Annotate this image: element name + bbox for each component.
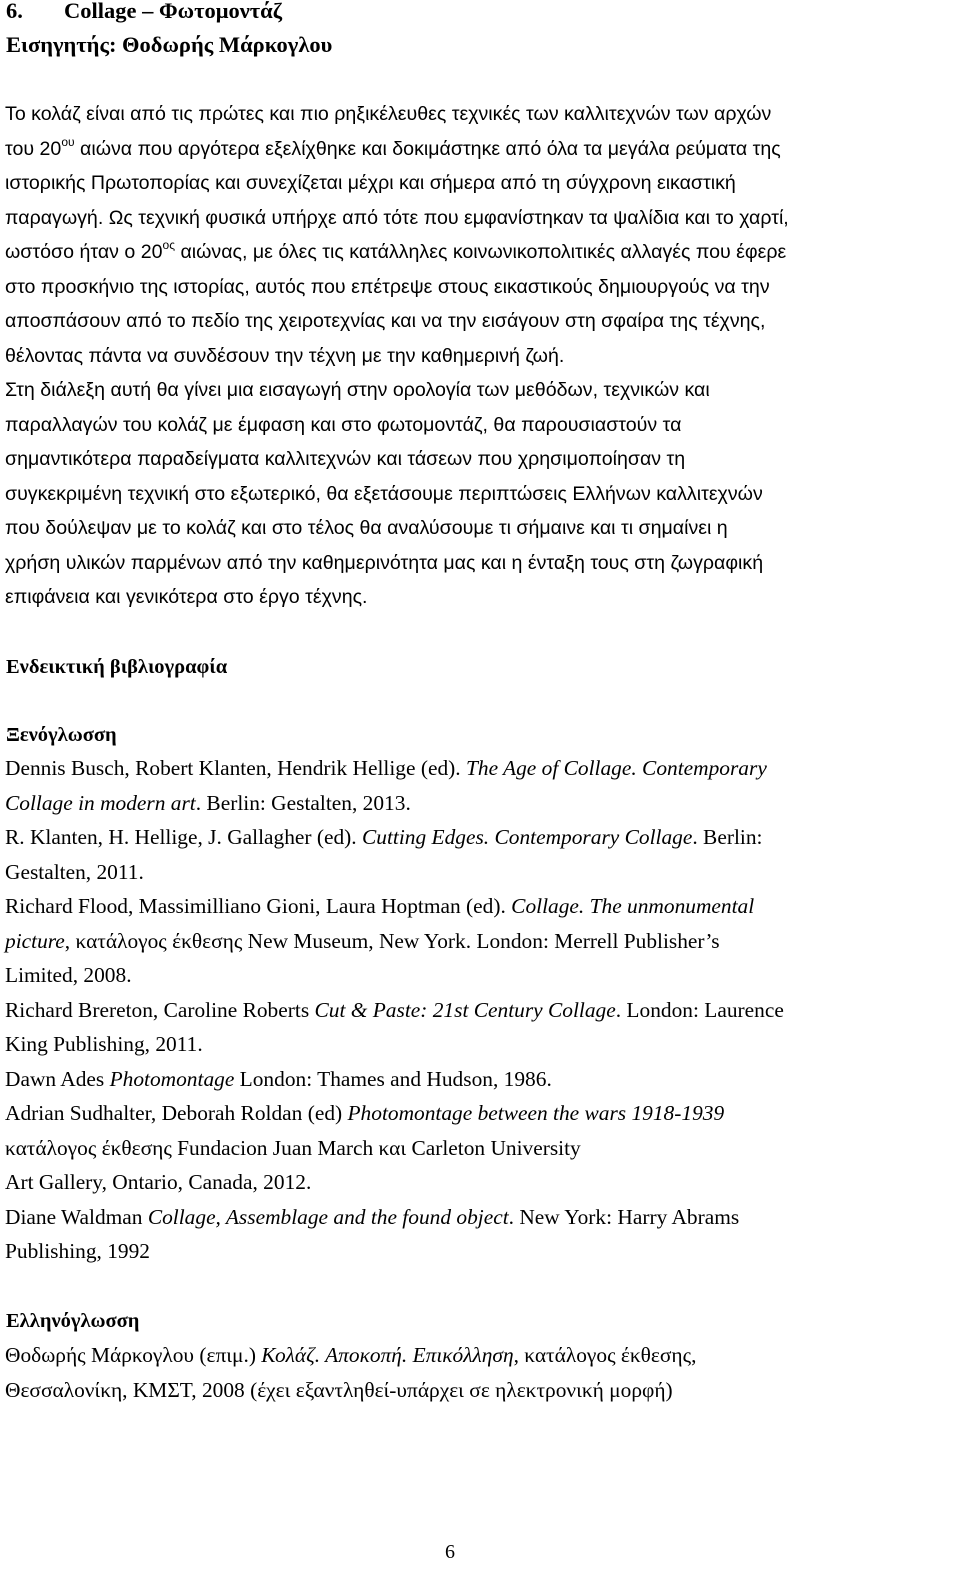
text-run: . Berlin: — [692, 825, 763, 849]
text-run: , κατάλογος έκθεσης New Museum, New York. London: Merrell Publisher’s — [64, 928, 720, 953]
book-title: Collage. The unmonumental — [511, 894, 755, 918]
lecturer-line: Εισηγητής: Θοδωρής Μάρκογλου — [6, 32, 333, 57]
text-line: συγκεκριμένη τεχνική στο εξωτερικό, θα εξετάσουμε περιπτώσεις Ελλήνων καλλιτεχνών — [5, 482, 763, 505]
text-line — [5, 235, 940, 270]
bibliography-heading: Ενδεικτική βιβλιογραφία — [6, 656, 228, 678]
text-line: παραλλαγών του κολάζ με έμφαση και στο φωτομοντάζ, θα παρουσιαστούν τα — [5, 413, 682, 436]
text-run: , κατάλογος έκθεσης, — [513, 1343, 697, 1367]
text-line: στο προσκήνιο της ιστορίας, αυτός που επέτρεψε στους εικαστικούς δημιουργούς να την — [5, 275, 770, 298]
section-title — [6, 0, 282, 26]
text-line: Στη διάλεξη αυτή θα γίνει μια εισαγωγή στην ορολογία των μεθόδων, τεχνικών και — [5, 379, 710, 401]
bib-line: Art Gallery, Ontario, Canada, 2012. — [5, 1170, 312, 1194]
text-line: χρήση υλικών παρμένων από την καθημερινότητα μας και η ένταξη τους στη ζωγραφική — [5, 551, 764, 574]
text-run: Dawn Ades — [5, 1066, 110, 1091]
bib-line: Gestalten, 2011. — [5, 859, 144, 884]
section-title-text: Collage – Φωτομοντάζ — [64, 0, 282, 23]
text-line — [5, 132, 940, 167]
book-title: Photomontage between the wars 1918-1939 — [347, 1101, 725, 1125]
bib-line: Publishing, 1992 — [5, 1239, 151, 1263]
text-run: Diane Waldman — [5, 1204, 148, 1229]
text-run: Dennis Busch, Robert Klanten, Hendrik Hellige (ed). — [5, 756, 466, 780]
text-line: θέλοντας πάντα να συνδέσουν την τέχνη με την καθημερινή ζωή. — [5, 344, 565, 367]
bib-line: Limited, 2008. — [5, 963, 132, 987]
intro-paragraph — [5, 97, 940, 373]
book-title: picture — [5, 928, 65, 953]
text-line: επιφάνεια και γενικότερα στο έργο τέχνης. — [5, 586, 368, 608]
text-run: R. Klanten, H. Hellige, J. Gallagher (ed). — [5, 825, 362, 849]
bib-line — [5, 889, 945, 924]
book-title: Collage in modern art — [5, 790, 196, 815]
text-run: . London: Laurence — [615, 997, 784, 1022]
bib-line — [5, 820, 945, 855]
book-title: Cutting Edges. Contemporary Collage — [362, 825, 693, 849]
text-run: του 20 — [5, 137, 62, 160]
bib-line — [5, 1096, 945, 1131]
greek-bibliography-heading: Ελληνόγλωσση — [6, 1310, 140, 1332]
bib-line: King Publishing, 2011. — [5, 1032, 203, 1056]
text-run: Richard Flood, Massimilliano Gioni, Laura Hoptman (ed). — [5, 894, 512, 918]
text-line: Το κολάζ είναι από τις πρώτες και πιο ρηξικέλευθες τεχνικές των καλλιτεχνών των αρχών — [5, 103, 772, 125]
bib-line — [5, 993, 945, 1028]
text-line: που δούλεψαν με το κολάζ και στο τέλος θα αναλύσουμε τι σήμαινε και τι σημαίνει η — [5, 517, 728, 539]
text-line: ιστορικής Πρωτοπορίας και συνεχίζεται μέχρι και σήμερα από τη σύγχρονη εικαστική — [5, 172, 736, 194]
text-run: . New York: Harry Abrams — [508, 1204, 740, 1229]
book-title: Photomontage — [109, 1066, 235, 1091]
book-title: Collage, Assemblage and the found object — [147, 1204, 509, 1229]
text-line: αποσπάσουν από το πεδίο της χειροτεχνίας και να την εισάγουν στη σφαίρα της τέχνης, — [5, 310, 766, 332]
bib-line: Θεσσαλονίκη, ΚΜΣΤ, 2008 (έχει εξαντληθεί-υπάρχει σε ηλεκτρονική μορφή) — [5, 1377, 673, 1402]
foreign-bibliography-heading: Ξενόγλωσση — [6, 724, 117, 746]
foreign-bibliography-list — [5, 751, 945, 1269]
bib-line — [5, 1338, 945, 1373]
superscript: ου — [61, 134, 75, 149]
bib-line: κατάλογος έκθεσης Fundacion Juan March και Carleton University — [5, 1135, 581, 1160]
book-title: Κολάζ. Αποκοπή. Επικόλληση — [261, 1343, 514, 1367]
section-number: 6. — [6, 0, 23, 23]
page-number: 6 — [445, 1541, 455, 1563]
text-run: Θοδωρής Μάρκογλου (επιμ.) — [5, 1343, 262, 1367]
text-run: Adrian Sudhalter, Deborah Roldan (ed) — [5, 1101, 348, 1125]
book-title: Cut & Paste: 21st Century Collage — [314, 997, 616, 1022]
bib-line — [5, 1200, 945, 1235]
bib-line — [5, 924, 945, 959]
text-run: αιώνα που αργότερα εξελίχθηκε και δοκιμάστηκε από όλα τα μεγάλα ρεύματα της — [74, 137, 781, 160]
bib-line — [5, 786, 945, 821]
bib-line — [5, 1062, 945, 1097]
superscript: ος — [162, 238, 175, 252]
text-line: σημαντικότερα παραδείγματα καλλιτεχνών και τάσεων που χρησιμοποίησαν τη — [5, 448, 686, 470]
text-run: London: Thames and Hudson, 1986. — [234, 1066, 552, 1091]
text-run: Richard Brereton, Caroline Roberts — [5, 997, 315, 1022]
text-run: ωστόσο ήταν ο 20 — [5, 241, 163, 263]
text-run: αιώνας, με όλες τις κατάλληλες κοινωνικοπολιτικές αλλαγές που έφερε — [175, 241, 787, 263]
text-line: παραγωγή. Ως τεχνική φυσικά υπήρχε από τότε που εμφανίστηκαν τα ψαλίδια και το χαρτί, — [5, 206, 789, 229]
bib-line — [5, 751, 945, 786]
book-title: The Age of Collage. Contemporary — [465, 756, 767, 780]
text-run: . Berlin: Gestalten, 2013. — [195, 790, 411, 815]
greek-bibliography-list — [5, 1338, 945, 1407]
lecture-paragraph — [5, 373, 940, 615]
